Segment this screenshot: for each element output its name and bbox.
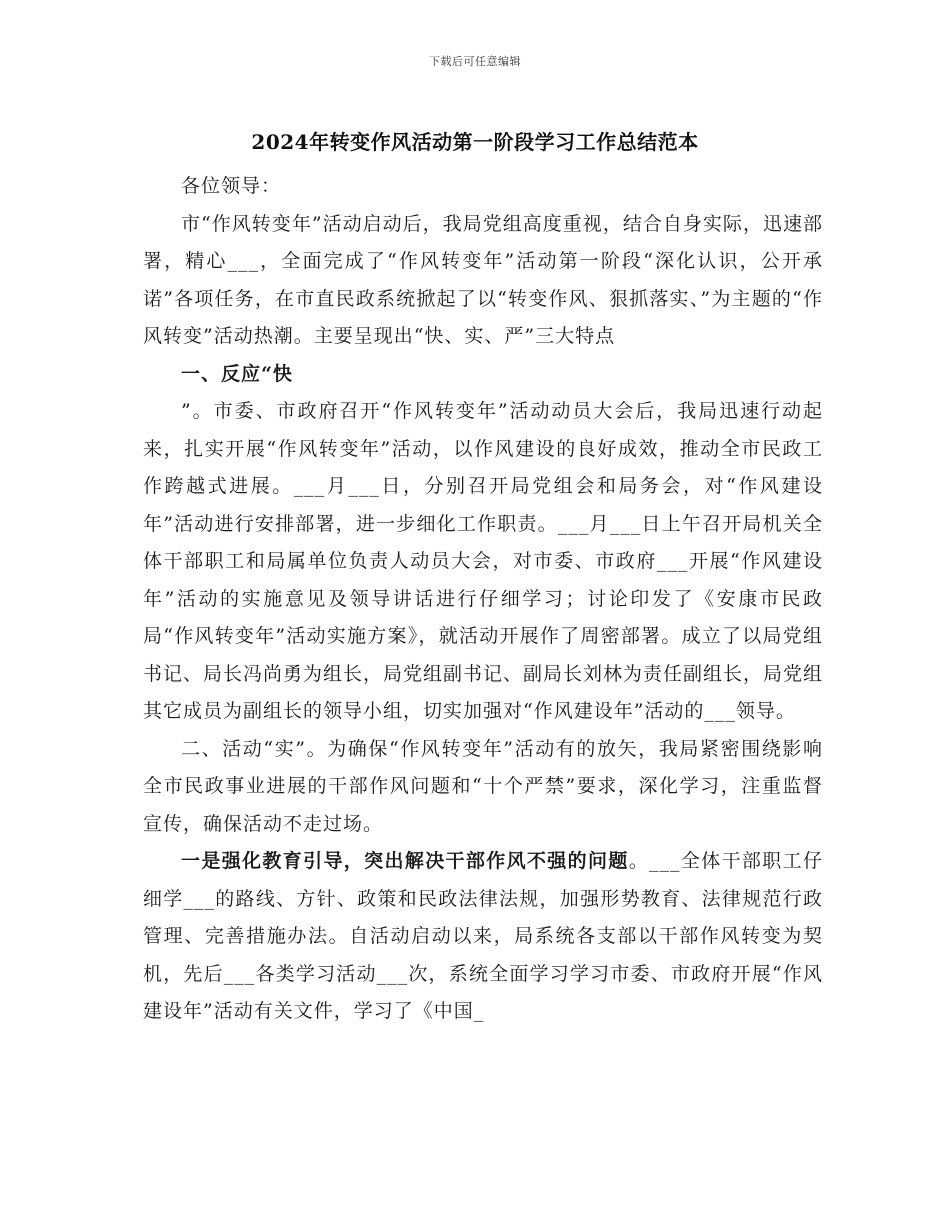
item-1-paragraph [143, 843, 823, 1031]
page-header-note: 下载后可任意编辑 [429, 55, 521, 68]
intro-paragraph: 市“作风转变年”活动启动后，我局党组高度重视，结合自身实际，迅速部署，精心___，全面完成了“作风转变年”活动第一阶段“深化认识，公开承诺”各项任务，在市直民政系统掀起了以“转变作风、狠抓落实、”为主题的“作风转变”活动热潮。主要呈现出“快、实、严”三大特点 [143, 212, 823, 347]
salutation: 各位领导： [181, 175, 282, 197]
item-1-body: 。___全体干部职工仔细学___的路线、方针、政策和民政法律法规，加强形势教育、法律规范行政管理、完善措施办法。自活动启动以来，局系统各支部以干部作风转变为契机，先后___各类学习活动___次，系统全面学习学习市委、市政府开展“作风建设年”活动有关文件，学习了《中国_ [143, 850, 823, 1022]
section-1-heading: 一、反应“快 [181, 362, 293, 385]
document-title: 2024年转变作风活动第一阶段学习工作总结范本 [251, 130, 699, 154]
document-body [143, 168, 823, 1031]
section-1-paragraph: ”。市委、市政府召开“作风转变年”活动动员大会后，我局迅速行动起来，扎实开展“作风转变年”活动，以作风建设的良好成效，推动全市民政工作跨越式进展。___月___日，分别召开局党组会和局务会，对“作风建设年”活动进行安排部署，进一步细化工作职责。___月___日上午召开局机关全体干部职工和局属单位负责人动员大会，对市委、市政府___开展“作风建设年”活动的实施意见及领导讲话进行仔细学习；讨论印发了《安康市民政局“作风转变年”活动实施方案》，就活动开展作了周密部署。成立了以局党组书记、局长冯尚勇为组长，局党组副书记、副局长刘林为责任副组长，局党组其它成员为副组长的领导小组，切实加强对“作风建设年”活动的___领导。 [143, 400, 824, 722]
item-1-lead: 一是强化教育引导，突出解决干部作风不强的问题 [181, 850, 629, 872]
section-2-paragraph: 二、活动“实”。为确保“作风转变年”活动有的放矢，我局紧密围绕影响全市民政事业进展的干部作风问题和“十个严禁”要求，深化学习，注重监督宣传，确保活动不走过场。 [143, 737, 823, 835]
